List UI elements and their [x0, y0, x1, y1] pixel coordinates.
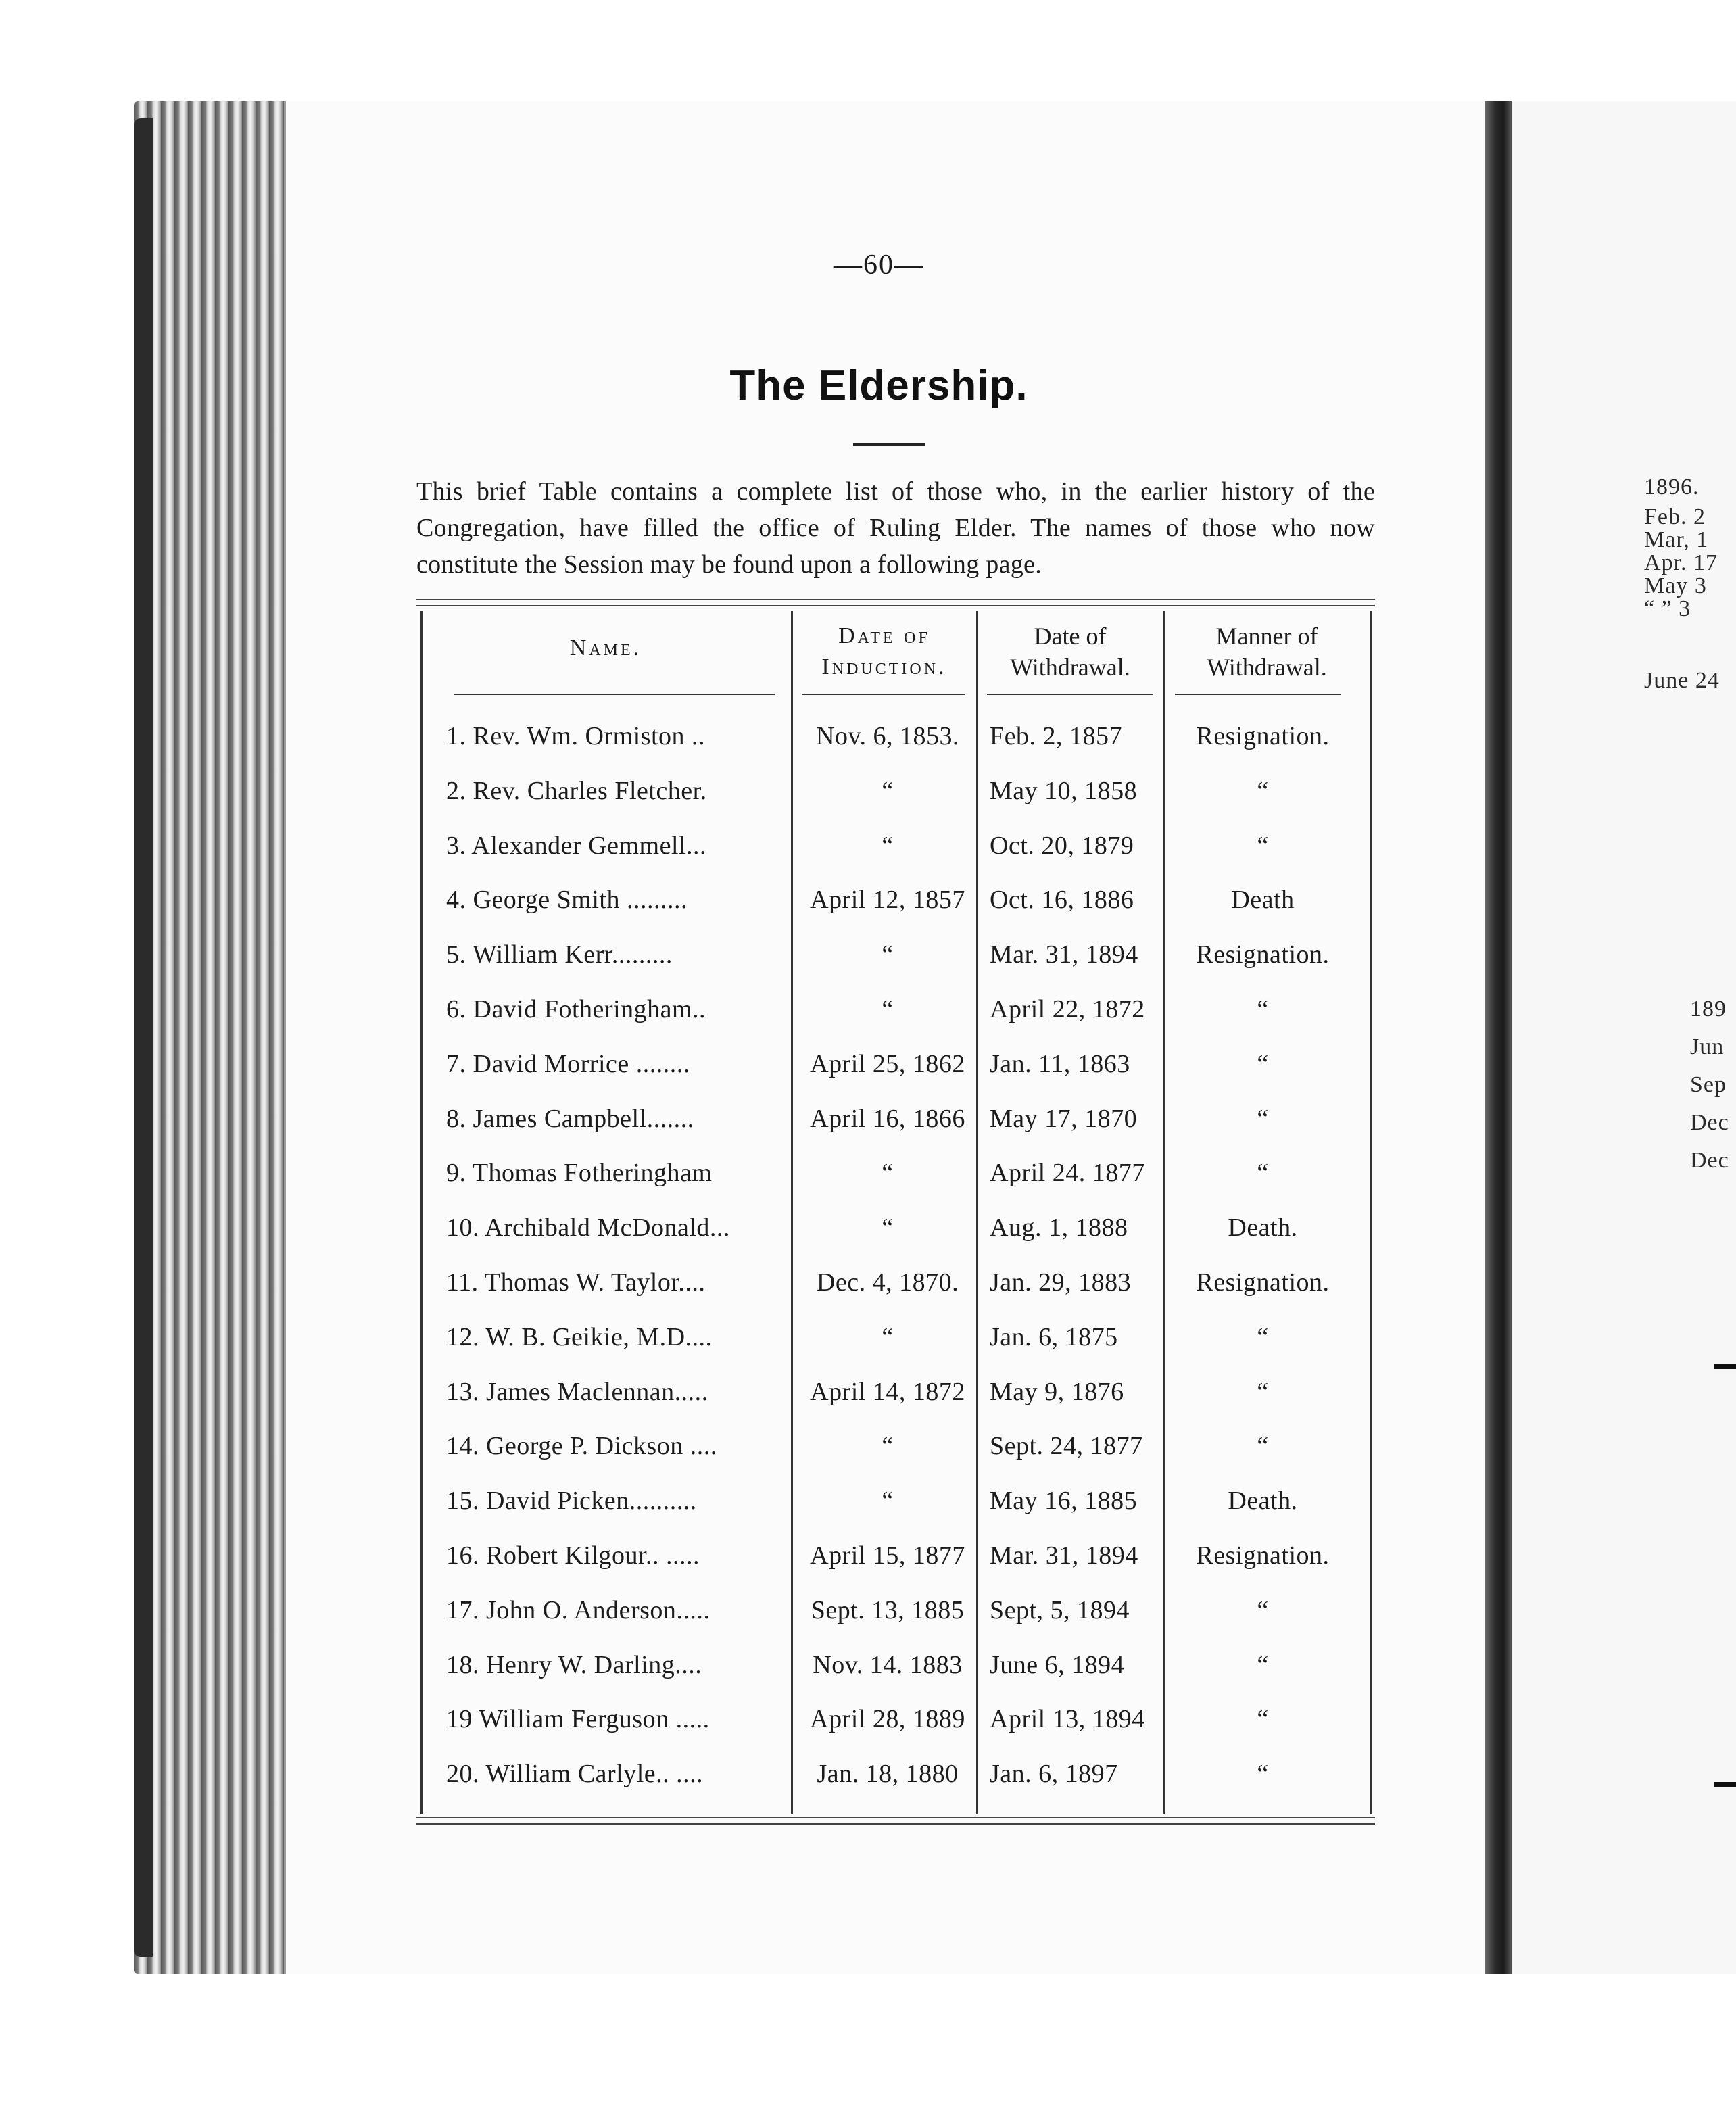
table-bottom-rule	[416, 1817, 1375, 1825]
page-number: —60—	[834, 249, 924, 281]
header-induction-line2: Induction.	[821, 654, 947, 679]
cell-manner: Death	[1231, 886, 1295, 915]
cell-manner: “	[1257, 1104, 1269, 1133]
header-manner-line1: Manner of	[1215, 623, 1318, 650]
cell-manner: “	[1257, 995, 1269, 1023]
cell-withdrawal: April 24. 1877	[990, 1159, 1145, 1188]
cell-manner: Death.	[1228, 1487, 1298, 1516]
cell-induction: April 12, 1857	[810, 886, 965, 915]
cell-withdrawal: Aug. 1, 1888	[990, 1213, 1128, 1243]
cell-induction: “	[882, 1159, 894, 1188]
table-border-left	[420, 611, 423, 1814]
cell-name: 8. James Campbell.......	[446, 1104, 694, 1133]
cell-name: 12. W. B. Geikie, M.D....	[446, 1322, 713, 1351]
page-title: The Eldership.	[729, 362, 1028, 409]
cell-name: 1. Rev. Wm. Ormiston ..	[446, 722, 706, 750]
cell-withdrawal: Mar. 31, 1894	[990, 940, 1138, 969]
cell-withdrawal: April 13, 1894	[990, 1705, 1145, 1734]
cell-induction: April 15, 1877	[810, 1541, 965, 1570]
cell-name: 17. John O. Anderson.....	[446, 1595, 710, 1624]
facing-line: 1896.	[1644, 475, 1699, 500]
cell-withdrawal: Jan. 6, 1897	[990, 1760, 1118, 1789]
cell-induction: “	[882, 940, 894, 969]
facing-line: Dec	[1690, 1110, 1729, 1135]
cell-manner: “	[1257, 1705, 1269, 1734]
cell-name: 20. William Carlyle.. ....	[446, 1760, 704, 1789]
cell-manner: Death.	[1228, 1213, 1298, 1243]
cell-withdrawal: Sept. 24, 1877	[990, 1432, 1143, 1461]
facing-line: Apr. 17	[1644, 550, 1718, 575]
cell-withdrawal: May 17, 1870	[990, 1104, 1138, 1133]
header-rule	[1175, 694, 1341, 695]
cell-withdrawal: Mar. 31, 1894	[990, 1541, 1138, 1570]
cell-manner: “	[1257, 1595, 1269, 1624]
cell-manner: “	[1257, 1049, 1269, 1078]
cell-induction: April 25, 1862	[810, 1049, 965, 1078]
cell-induction: “	[882, 776, 894, 805]
cell-name: 3. Alexander Gemmell...	[446, 831, 707, 860]
cell-induction: “	[882, 1213, 894, 1243]
cell-name: 16. Robert Kilgour.. .....	[446, 1541, 700, 1570]
cell-name: 11. Thomas W. Taylor....	[446, 1268, 706, 1297]
facing-line: June 24	[1644, 668, 1720, 693]
cell-withdrawal: May 9, 1876	[990, 1377, 1124, 1406]
cell-withdrawal: Oct. 16, 1886	[990, 886, 1134, 915]
cell-manner: “	[1257, 1650, 1269, 1679]
header-rule	[987, 694, 1153, 695]
cell-induction: April 14, 1872	[810, 1377, 965, 1406]
cell-withdrawal: Oct. 20, 1879	[990, 831, 1134, 860]
cell-manner: “	[1257, 1760, 1269, 1789]
cell-withdrawal: Jan. 6, 1875	[990, 1322, 1118, 1351]
cell-induction: April 16, 1866	[810, 1104, 965, 1133]
book-gutter	[1485, 101, 1512, 1974]
facing-rule	[1714, 1782, 1736, 1787]
cell-induction: “	[882, 995, 894, 1023]
facing-line: Mar, 1	[1644, 527, 1709, 552]
cell-withdrawal: Sept, 5, 1894	[990, 1595, 1130, 1624]
cell-withdrawal: June 6, 1894	[990, 1650, 1125, 1679]
facing-line: “ ” 3	[1644, 596, 1691, 621]
cell-manner: “	[1257, 1432, 1269, 1461]
cell-manner: “	[1257, 1322, 1269, 1351]
cell-name: 13. James Maclennan.....	[446, 1377, 708, 1406]
cell-withdrawal: May 16, 1885	[990, 1487, 1138, 1516]
column-divider	[791, 611, 793, 1814]
cell-induction: Dec. 4, 1870.	[816, 1268, 959, 1297]
header-induction-line1: Date of	[838, 623, 930, 648]
facing-rule	[1714, 1364, 1736, 1369]
cell-induction: Sept. 13, 1885	[811, 1595, 965, 1624]
cell-induction: Jan. 18, 1880	[817, 1760, 959, 1789]
facing-line: Dec	[1690, 1148, 1729, 1173]
header-manner-line2: Withdrawal.	[1207, 654, 1327, 681]
cell-manner: “	[1257, 1377, 1269, 1406]
cell-withdrawal: April 22, 1872	[990, 995, 1145, 1023]
cell-induction: “	[882, 1322, 894, 1351]
facing-line: Sep	[1690, 1072, 1727, 1097]
header-withdrawal-line2: Withdrawal.	[1010, 654, 1130, 681]
cell-name: 18. Henry W. Darling....	[446, 1650, 702, 1679]
cell-name: 6. David Fotheringham..	[446, 995, 706, 1023]
column-divider	[976, 611, 978, 1814]
cell-name: 5. William Kerr.........	[446, 940, 673, 969]
cell-name: 9. Thomas Fotheringham	[446, 1159, 713, 1188]
cell-withdrawal: Feb. 2, 1857	[990, 722, 1122, 750]
header-withdrawal-line1: Date of	[1034, 623, 1107, 650]
cell-name: 7. David Morrice ........	[446, 1049, 690, 1078]
table-top-rule	[416, 599, 1375, 606]
facing-line: May 3	[1644, 573, 1707, 598]
cell-name: 19 William Ferguson .....	[446, 1705, 710, 1734]
cell-induction: “	[882, 831, 894, 860]
cell-name: 2. Rev. Charles Fletcher.	[446, 776, 707, 805]
header-rule	[454, 694, 775, 695]
cell-manner: “	[1257, 776, 1269, 805]
cell-withdrawal: Jan. 11, 1863	[990, 1049, 1130, 1078]
page-stack-edges	[134, 101, 289, 1974]
cell-induction: Nov. 14. 1883	[813, 1650, 963, 1679]
table-border-right	[1370, 611, 1372, 1814]
facing-page	[1512, 101, 1736, 1974]
cell-manner: Resignation.	[1196, 1268, 1330, 1297]
cell-withdrawal: Jan. 29, 1883	[990, 1268, 1132, 1297]
cell-manner: Resignation.	[1196, 1541, 1330, 1570]
header-rule	[802, 694, 965, 695]
cell-induction: “	[882, 1487, 894, 1516]
cell-induction: Nov. 6, 1853.	[816, 722, 959, 750]
header-name: Name.	[569, 635, 642, 660]
cell-name: 4. George Smith .........	[446, 886, 688, 915]
intro-paragraph: This brief Table contains a complete list of those who, in the earlier history of the Congregation, have filled the office of Ruling Elder. The names of those who now constitute the Session may be found upon a following page.	[416, 477, 1375, 579]
cell-induction: “	[882, 1432, 894, 1461]
cell-withdrawal: May 10, 1858	[990, 776, 1138, 805]
book-spine-edge	[134, 118, 153, 1957]
cell-induction: April 28, 1889	[810, 1705, 965, 1734]
cell-name: 10. Archibald McDonald...	[446, 1213, 730, 1243]
title-rule	[853, 443, 925, 446]
facing-line: 189	[1690, 996, 1727, 1021]
cell-manner: “	[1257, 831, 1269, 860]
cell-manner: “	[1257, 1159, 1269, 1188]
cell-name: 15. David Picken..........	[446, 1487, 697, 1516]
cell-manner: Resignation.	[1196, 722, 1330, 750]
cell-manner: Resignation.	[1196, 940, 1330, 969]
facing-line: Feb. 2	[1644, 504, 1706, 529]
cell-name: 14. George P. Dickson ....	[446, 1432, 717, 1461]
facing-line: Jun	[1690, 1034, 1725, 1059]
